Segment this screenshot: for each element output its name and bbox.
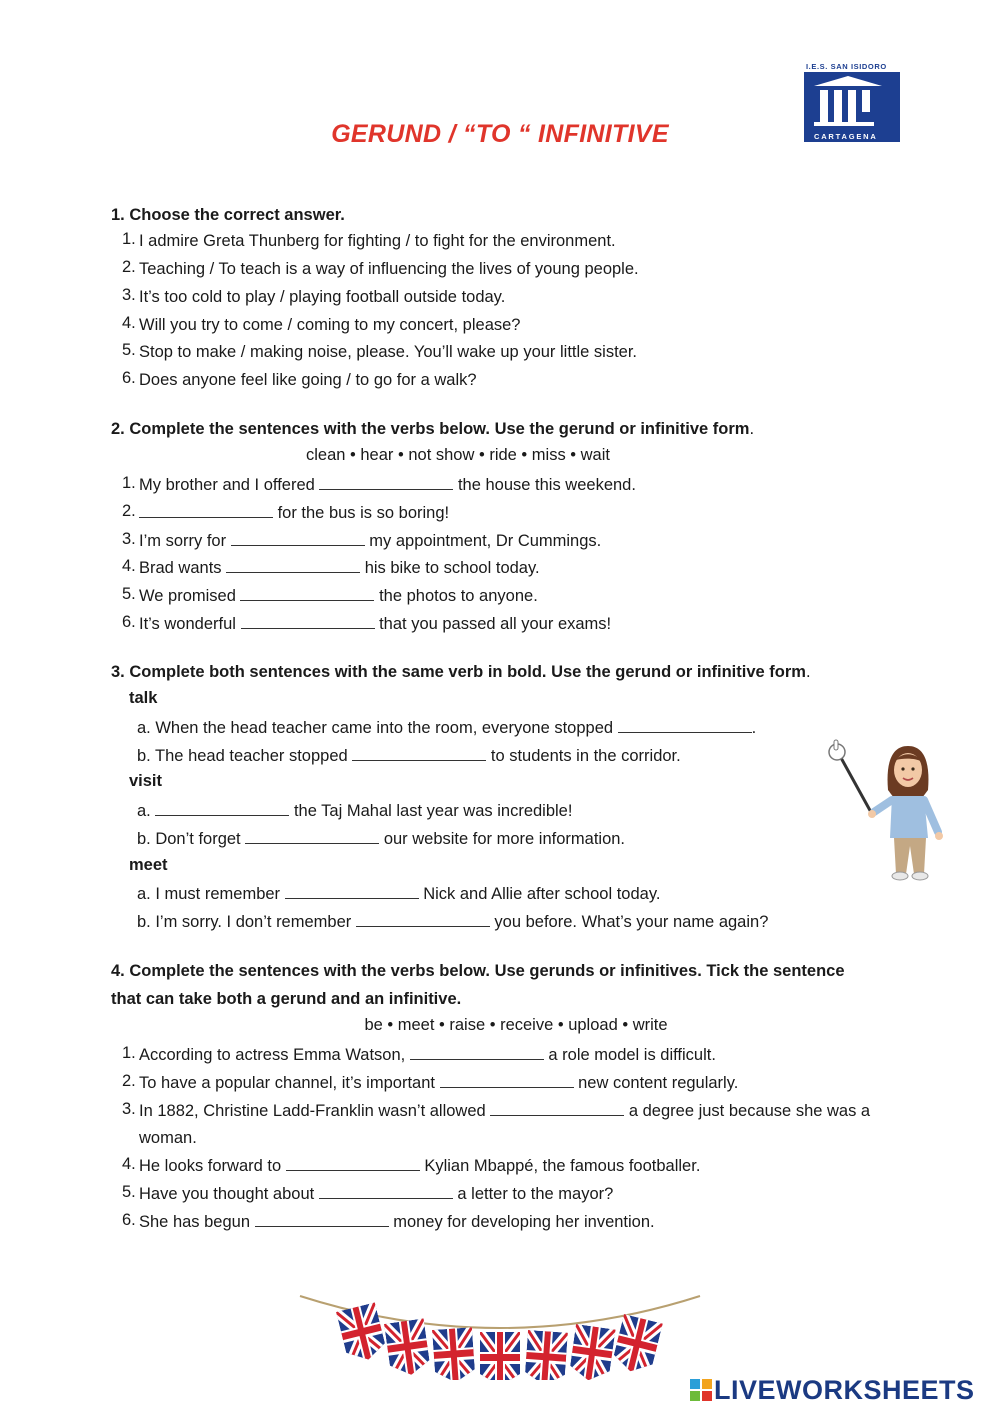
sentence-start: According to actress Emma Watson, <box>139 1046 410 1064</box>
item-number: 2. <box>122 258 136 276</box>
logo-bottom-text: CARTAGENA <box>814 132 878 141</box>
sentence-start: a. When the head teacher came into the room, everyone stopped <box>137 719 618 737</box>
list-item <box>137 800 572 822</box>
list-item <box>139 1155 700 1177</box>
answer-blank[interactable] <box>155 801 289 816</box>
flag-icon <box>568 1324 615 1380</box>
bold-verb: meet <box>129 856 168 874</box>
list-item <box>139 474 636 496</box>
sentence-end: the Taj Mahal last year was incredible! <box>289 802 573 820</box>
list-item: Does anyone feel like going / to go for a walk? <box>139 371 477 389</box>
list-item <box>139 1211 655 1233</box>
sentence-start: It’s wonderful <box>139 615 241 633</box>
answer-blank[interactable] <box>319 1184 453 1199</box>
item-number: 5. <box>122 341 136 359</box>
sentence-end: our website for more information. <box>379 830 626 848</box>
pointer-stick <box>829 740 872 814</box>
answer-blank[interactable] <box>139 503 273 518</box>
answer-blank[interactable] <box>410 1045 544 1060</box>
sentence-start: In 1882, Christine Ladd-Franklin wasn’t allowed <box>139 1102 491 1120</box>
sentence-end: you before. What’s your name again? <box>489 913 769 931</box>
answer-blank[interactable] <box>356 912 490 927</box>
item-number: 6. <box>122 1211 136 1229</box>
sentence-end: his bike to school today. <box>360 559 540 577</box>
list-item-continuation: woman. <box>139 1129 197 1147</box>
answer-blank[interactable] <box>490 1101 624 1116</box>
flag-icon <box>384 1318 431 1377</box>
list-item: I admire Greta Thunberg for fighting / to fight for the environment. <box>139 232 616 250</box>
item-number: 3. <box>122 530 136 548</box>
sentence-end: for the bus is so boring! <box>273 504 450 522</box>
sentence-end: Kylian Mbappé, the famous footballer. <box>419 1157 701 1175</box>
list-item <box>139 530 601 552</box>
exercise4-heading-line1: 4. Complete the sentences with the verbs below. Use gerunds or infinitives. Tick the sentence <box>111 962 845 980</box>
item-number: 6. <box>122 369 136 387</box>
exercise3-heading <box>111 658 911 686</box>
sentence-start: We promised <box>139 587 241 605</box>
sentence-start: She has begun <box>139 1213 255 1231</box>
exercise2-heading <box>111 415 911 443</box>
answer-blank[interactable] <box>319 475 453 490</box>
list-item <box>137 911 768 933</box>
sentence-start: Have you thought about <box>139 1185 319 1203</box>
sentence-end: to students in the corridor. <box>486 747 681 765</box>
sentence-start: Brad wants <box>139 559 227 577</box>
answer-blank[interactable] <box>240 586 374 601</box>
list-item: Teaching / To teach is a way of influencing the lives of young people. <box>139 260 639 278</box>
flag-icon <box>480 1332 520 1380</box>
list-item <box>139 1100 870 1122</box>
item-number: 3. <box>122 286 136 304</box>
item-number: 2. <box>122 1072 136 1090</box>
list-item <box>137 745 681 767</box>
sentence-end: the house this weekend. <box>453 476 636 494</box>
answer-blank[interactable] <box>245 829 379 844</box>
answer-blank[interactable] <box>352 746 486 761</box>
sentence-end: . <box>751 719 757 737</box>
flag-icon <box>611 1314 663 1376</box>
sentence-end: the photos to anyone. <box>374 587 538 605</box>
list-item <box>137 717 756 739</box>
item-number: 4. <box>122 314 136 332</box>
list-item <box>139 1044 716 1066</box>
word-bank: clean • hear • not show • ride • miss • wait <box>305 446 610 464</box>
item-number: 5. <box>122 1183 136 1201</box>
list-item <box>139 585 538 607</box>
answer-blank[interactable] <box>226 558 360 573</box>
liveworksheets-brand[interactable] <box>690 1375 975 1406</box>
item-number: 4. <box>122 557 136 575</box>
word-bank: be • meet • raise • receive • upload • write <box>364 1016 668 1034</box>
heading-period: . <box>749 420 755 438</box>
bold-verb: talk <box>129 689 158 707</box>
sentence-start: I’m sorry for <box>139 532 231 550</box>
brand-text: LIVEWORKSHEETS <box>714 1375 975 1405</box>
exercise1-heading: 1. Choose the correct answer. <box>111 206 345 224</box>
answer-blank[interactable] <box>231 531 365 546</box>
sentence-start: He looks forward to <box>139 1157 286 1175</box>
item-number: 4. <box>122 1155 136 1173</box>
heading-text: 3. Complete both sentences with the same verb in bold. Use the gerund or infinitive form <box>111 663 806 681</box>
item-number: 5. <box>122 585 136 603</box>
sentence-end: a role model is difficult. <box>543 1046 716 1064</box>
sentence-start: b. The head teacher stopped <box>137 747 353 765</box>
exercise4-heading-line2: that can take both a gerund and an infinitive. <box>111 990 462 1008</box>
item-number: 3. <box>122 1100 136 1118</box>
school-logo <box>800 62 904 142</box>
sentence-end: Nick and Allie after school today. <box>418 885 661 903</box>
answer-blank[interactable] <box>618 718 752 733</box>
item-number: 1. <box>122 1044 136 1062</box>
bold-verb: visit <box>129 772 163 790</box>
sentence-start: To have a popular channel, it’s important <box>139 1074 440 1092</box>
teacher-illustration <box>820 738 960 888</box>
answer-blank[interactable] <box>285 884 419 899</box>
list-item <box>137 883 660 905</box>
flag-icon <box>336 1302 388 1364</box>
list-item: Will you try to come / coming to my concert, please? <box>139 316 521 334</box>
answer-blank[interactable] <box>255 1212 389 1227</box>
sentence-end: a degree just because she was a <box>624 1102 871 1120</box>
list-item: Stop to make / making noise, please. You’ll wake up your little sister. <box>139 343 638 361</box>
sentence-end: that you passed all your exams! <box>374 615 612 633</box>
list-item <box>139 557 540 579</box>
sentence-end: a letter to the mayor? <box>452 1185 614 1203</box>
item-number: 1. <box>122 474 136 492</box>
page-title: GERUND / “TO “ INFINITIVE <box>331 120 669 148</box>
item-number: 2. <box>122 502 136 520</box>
heading-period: . <box>805 663 811 681</box>
sentence-start: b. Don’t forget <box>137 830 246 848</box>
item-number: 6. <box>122 613 136 631</box>
answer-blank[interactable] <box>286 1156 420 1171</box>
list-item <box>137 828 625 850</box>
flag-icon <box>524 1330 568 1380</box>
union-jack-bunting <box>298 1290 702 1380</box>
answer-blank[interactable] <box>241 614 375 629</box>
flag-icon <box>432 1327 476 1380</box>
sentence-end: my appointment, Dr Cummings. <box>364 532 602 550</box>
building-icon <box>800 62 904 142</box>
logo-top-text: I.E.S. SAN ISIDORO <box>806 62 887 71</box>
heading-text: 2. Complete the sentences with the verbs below. Use the gerund or infinitive form <box>111 420 750 438</box>
liveworksheets-icon <box>690 1379 712 1401</box>
answer-blank[interactable] <box>440 1073 574 1088</box>
list-item <box>139 613 611 635</box>
sentence-end: new content regularly. <box>573 1074 739 1092</box>
item-number: 1. <box>122 230 136 248</box>
list-item: It’s too cold to play / playing football outside today. <box>139 288 506 306</box>
sentence-start: My brother and I offered <box>139 476 320 494</box>
list-item <box>139 502 449 524</box>
sentence-start: b. I’m sorry. I don’t remember <box>137 913 356 931</box>
sentence-start: a. <box>137 802 156 820</box>
list-item <box>139 1072 738 1094</box>
sentence-end: money for developing her invention. <box>388 1213 655 1231</box>
list-item <box>139 1183 613 1205</box>
sentence-start: a. I must remember <box>137 885 285 903</box>
